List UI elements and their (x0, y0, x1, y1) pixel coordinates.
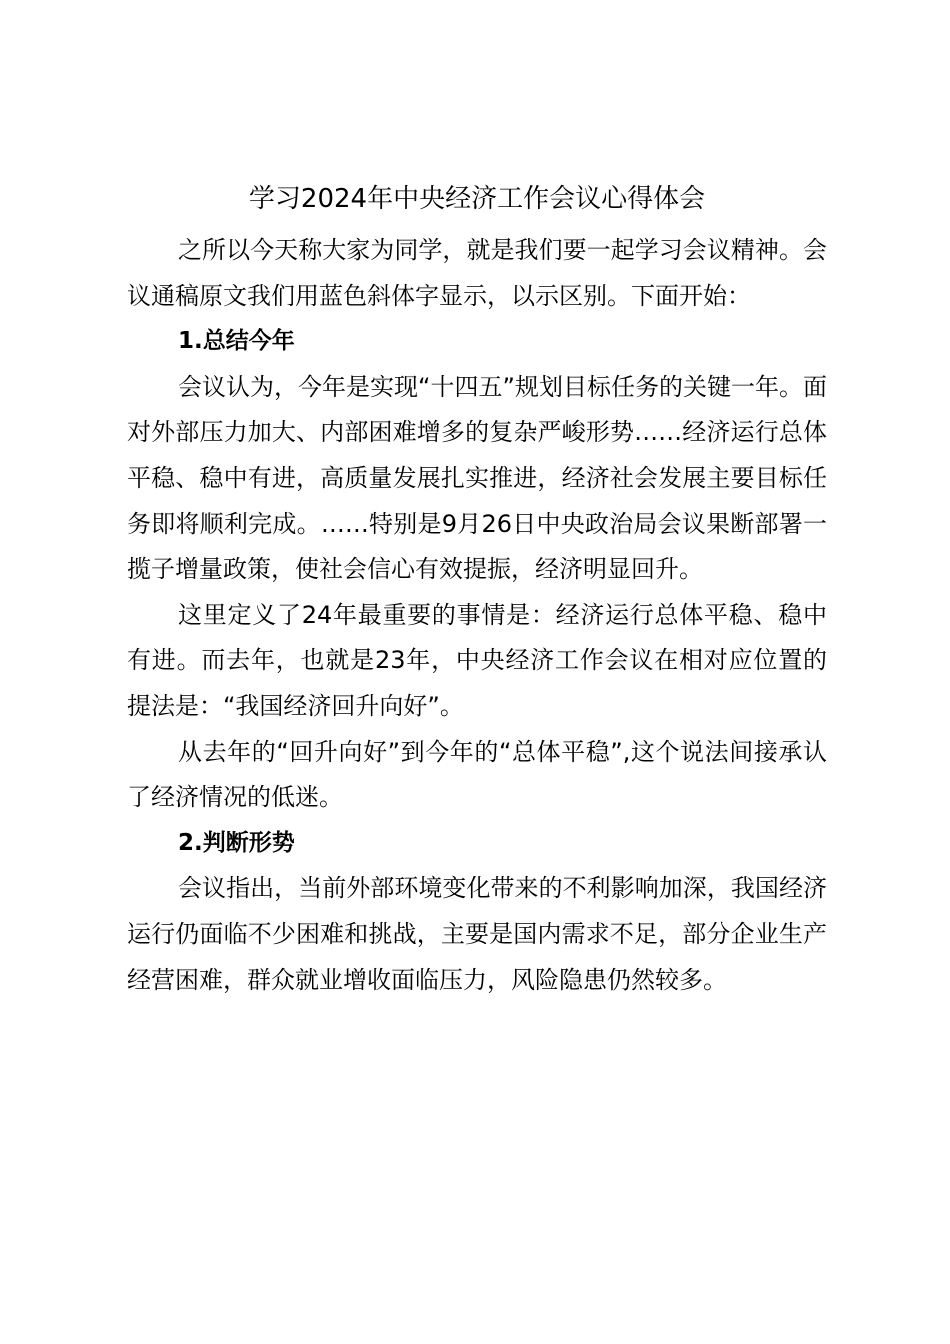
document-title: 学习2024年中央经济工作会议心得体会 (248, 184, 706, 214)
section-heading-summary: 1.总结今年 (178, 328, 295, 355)
document-page (127, 170, 827, 1003)
section1-paragraph-3: 从去年的“回升向好”到今年的“总体平稳”,这个说法间接承认了经济情况的低迷。 (127, 737, 827, 812)
section1-paragraph-2: 这里定义了24年最重要的事情是：经济运行总体平稳、稳中有进。而去年，也就是23年，中央经济工作会议在相对应位置的提法是：“我国经济回升向好”。 (127, 600, 827, 720)
intro-paragraph: 之所以今天称大家为同学，就是我们要一起学习会议精神。会议通稿原文我们用蓝色斜体字显示，以示区别。下面开始： (127, 236, 827, 310)
section1-paragraph-1: 会议认为，今年是实现“十四五”规划目标任务的关键一年。面对外部压力加大、内部困难增多的复杂严峻形势……经济运行总体平稳、稳中有进，高质量发展扎实推进，经济社会发展主要目标任务即将顺利完成。……特别是9月26日中央政治局会议果断部署一揽子增量政策，使社会信心有效提振，经济明显回升。 (127, 372, 827, 584)
section-heading-situation: 2.判断形势 (178, 829, 295, 856)
section2-paragraph-1: 会议指出，当前外部环境变化带来的不利影响加深，我国经济运行仍面临不少困难和挑战，主要是国内需求不足，部分企业生产经营困难，群众就业增收面临压力，风险隐患仍然较多。 (127, 874, 827, 994)
